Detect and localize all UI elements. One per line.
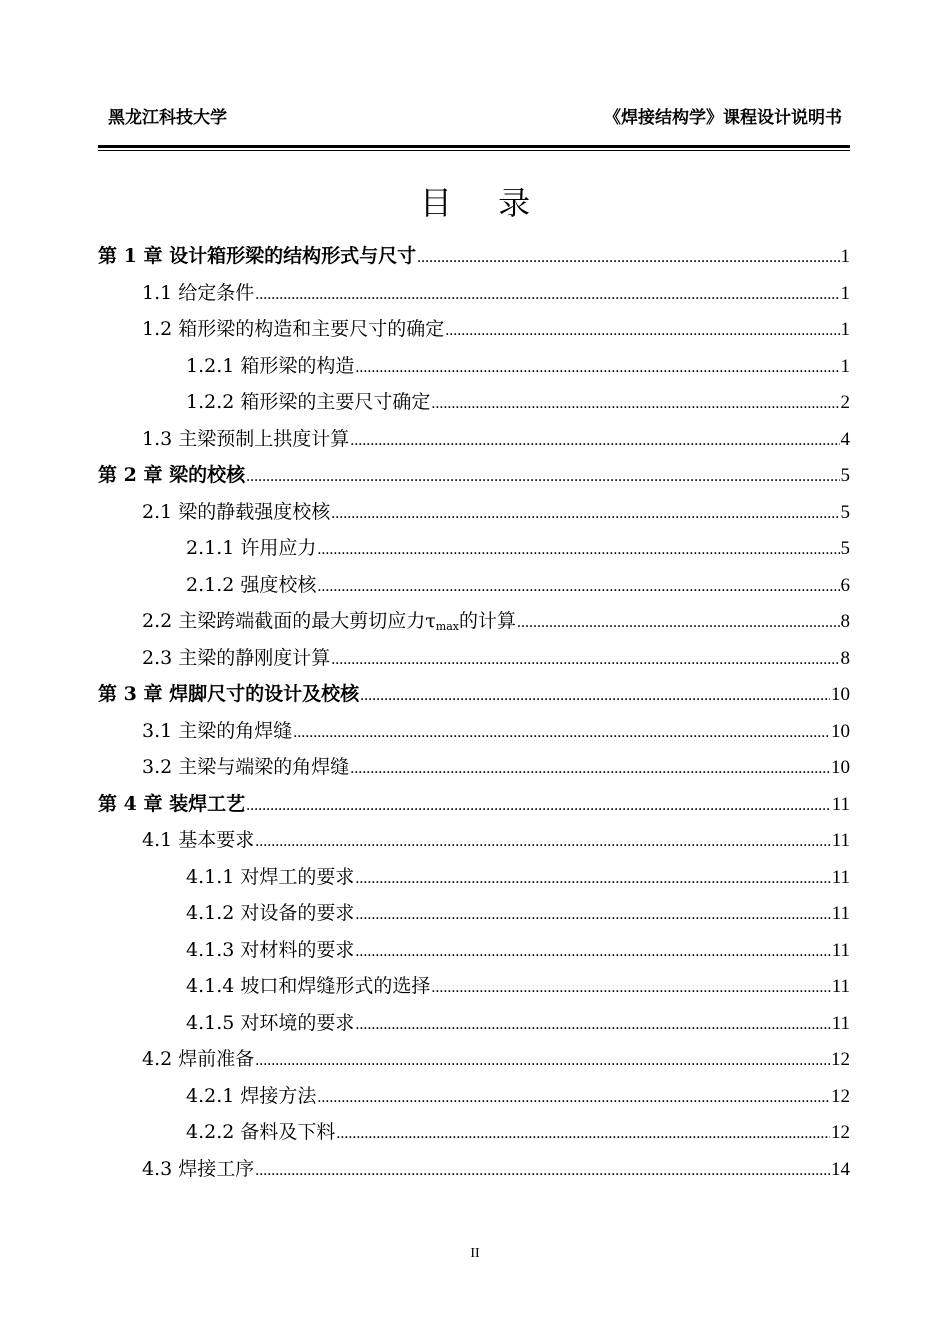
toc-entry-text: 4.1.1 对焊工的要求	[186, 865, 355, 888]
toc-entry-label	[142, 713, 292, 750]
toc-entry-text: 2.1.1 许用应力	[186, 537, 317, 559]
toc-leader-dots	[350, 751, 830, 788]
toc-leader-dots	[331, 496, 839, 533]
toc-entry-label	[142, 1151, 254, 1188]
toc-section-entry[interactable]	[98, 822, 850, 859]
toc-section-entry[interactable]	[98, 1005, 850, 1042]
toc-page-number: 5	[840, 501, 850, 523]
toc-entry-label	[186, 895, 354, 932]
toc-page-number: 10	[831, 757, 850, 778]
toc-page-number: 10	[831, 684, 850, 705]
toc-page-number: 11	[831, 866, 850, 888]
toc-section-entry[interactable]	[98, 348, 850, 385]
toc-entry-text: 1.1 给定条件	[142, 281, 255, 304]
toc-entry-label	[142, 421, 349, 458]
toc-entry-text: 4.1.5 对环境的要求	[186, 1011, 355, 1034]
toc-entry-label	[186, 384, 430, 421]
toc-entry-label	[186, 1114, 335, 1151]
toc-leader-dots	[517, 605, 840, 642]
toc-heading: 目 录	[419, 184, 549, 222]
toc-page-number: 11	[831, 830, 850, 851]
toc-page-number: 8	[840, 611, 850, 632]
toc-page-number: 1	[840, 282, 850, 304]
toc-section-entry[interactable]	[98, 859, 850, 896]
toc-entry-label	[142, 640, 330, 677]
toc-chapter-entry[interactable]	[98, 238, 850, 275]
toc-leader-dots	[317, 1080, 830, 1117]
toc-entry-label	[186, 567, 316, 604]
toc-entry-text: 2.3 主梁的静刚度计算	[142, 646, 331, 669]
toc-page-number: 10	[831, 720, 850, 742]
toc-chapter-entry[interactable]	[98, 457, 850, 494]
toc-page-number: 11	[831, 1012, 850, 1034]
toc-entry-text: 4.2 焊前准备	[142, 1048, 255, 1070]
toc-section-entry[interactable]	[98, 494, 850, 531]
toc-page-number: 1	[840, 319, 850, 340]
toc-page-number: 12	[831, 1085, 850, 1107]
toc-entry-label	[186, 968, 430, 1005]
toc-page-number: 14	[831, 1158, 850, 1180]
header-rule-thin	[98, 150, 850, 151]
toc-entry-label	[186, 348, 354, 385]
toc-leader-dots	[417, 240, 839, 277]
toc-leader-dots	[331, 642, 839, 679]
toc-entry-label	[98, 676, 359, 713]
toc-page-number: 6	[840, 574, 850, 596]
toc-page-number: 1	[840, 355, 850, 377]
table-of-contents	[98, 238, 850, 1187]
toc-entry-text: 4.2.2 备料及下料	[186, 1121, 336, 1143]
toc-section-entry[interactable]	[98, 895, 850, 932]
toc-entry-text: 4.3 焊接工序	[142, 1157, 255, 1180]
toc-entry-text: 4.2.1 焊接方法	[186, 1084, 317, 1107]
toc-section-entry[interactable]	[98, 275, 850, 312]
toc-entry-text: 2.1.2 强度校核	[186, 573, 317, 596]
toc-section-entry[interactable]	[98, 530, 850, 567]
toc-page-number: 11	[831, 793, 850, 815]
toc-entry-text: 第 3 章 焊脚尺寸的设计及校核	[98, 683, 360, 705]
toc-entry-text: 第 2 章 梁的校核	[98, 464, 246, 486]
toc-entry-text: 3.2 主梁与端梁的角焊缝	[142, 756, 350, 778]
toc-section-entry[interactable]	[98, 1078, 850, 1115]
toc-section-entry[interactable]	[98, 1041, 850, 1078]
toc-section-entry[interactable]	[98, 749, 850, 786]
toc-leader-dots	[431, 970, 830, 1007]
toc-entry-text: 4.1.3 对材料的要求	[186, 938, 355, 961]
toc-leader-dots	[350, 423, 839, 460]
toc-entry-label	[186, 530, 316, 567]
toc-page-number: 11	[831, 903, 850, 924]
toc-page-number: 8	[840, 647, 850, 669]
toc-section-entry[interactable]	[98, 311, 850, 348]
toc-leader-dots	[255, 1153, 830, 1190]
toc-entry-text: 2.1 梁的静载强度校核	[142, 500, 331, 523]
toc-entry-text: 1.2.1 箱形梁的构造	[186, 354, 355, 377]
toc-entry-label	[142, 494, 330, 531]
toc-entry-subscript: max	[435, 620, 459, 633]
toc-leader-dots	[255, 277, 839, 314]
toc-section-entry[interactable]	[98, 932, 850, 969]
toc-entry-text: 3.1 主梁的角焊缝	[142, 719, 293, 742]
toc-chapter-entry[interactable]	[98, 676, 850, 713]
toc-leader-dots	[317, 532, 839, 569]
toc-section-entry[interactable]	[98, 567, 850, 604]
toc-leader-dots	[360, 678, 830, 715]
toc-leader-dots	[355, 934, 830, 971]
toc-leader-dots	[355, 1007, 830, 1044]
toc-page-number: 4	[840, 428, 850, 450]
toc-page-number: 1	[840, 246, 850, 267]
toc-section-entry[interactable]	[98, 384, 850, 421]
toc-entry-label	[186, 859, 354, 896]
toc-section-entry[interactable]	[98, 1151, 850, 1188]
toc-entry-text: 1.3 主梁预制上拱度计算	[142, 427, 350, 450]
toc-page-number: 11	[831, 976, 850, 997]
toc-page-number: 12	[831, 1049, 850, 1070]
toc-page-number: 11	[831, 939, 850, 961]
toc-entry-label	[98, 238, 416, 275]
page-header	[98, 103, 850, 131]
toc-entry-text: 4.1.2 对设备的要求	[186, 902, 355, 924]
toc-leader-dots	[355, 897, 830, 934]
toc-section-entry[interactable]	[98, 713, 850, 750]
toc-page-number: 5	[840, 465, 850, 486]
toc-leader-dots	[255, 1043, 830, 1080]
toc-entry-text-suffix: 的计算	[458, 610, 516, 632]
toc-page-number: 5	[840, 538, 850, 559]
page-number: II	[470, 1246, 480, 1261]
toc-entry-text: 1.2.2 箱形梁的主要尺寸确定	[186, 391, 431, 413]
toc-entry-label	[186, 932, 354, 969]
toc-entry-label	[142, 822, 254, 859]
toc-entry-text: 2.2 主梁跨端截面的最大剪切应力τ	[142, 610, 436, 632]
toc-leader-dots	[431, 386, 839, 423]
toc-section-entry[interactable]	[98, 968, 850, 1005]
header-university: 黑龙江科技大学	[108, 108, 227, 128]
toc-entry-label	[186, 1005, 354, 1042]
toc-entry-label	[142, 311, 444, 348]
toc-entry-label	[186, 1078, 316, 1115]
toc-leader-dots	[355, 861, 830, 898]
toc-entry-label	[142, 275, 254, 312]
toc-section-entry[interactable]	[98, 421, 850, 458]
header-rule-thick	[98, 145, 850, 148]
toc-entry-label	[98, 457, 245, 494]
toc-section-entry[interactable]	[98, 640, 850, 677]
toc-leader-dots	[246, 788, 831, 825]
toc-entry-text: 4.1 基本要求	[142, 829, 255, 851]
toc-chapter-entry[interactable]	[98, 786, 850, 823]
toc-entry-text: 1.2 箱形梁的构造和主要尺寸的确定	[142, 318, 445, 340]
toc-section-entry[interactable]	[98, 1114, 850, 1151]
header-document-title: 《焊接结构学》课程设计说明书	[604, 108, 842, 128]
toc-leader-dots	[317, 569, 839, 606]
toc-section-entry[interactable]	[98, 603, 850, 640]
toc-entry-text: 4.1.4 坡口和焊缝形式的选择	[186, 975, 431, 997]
toc-entry-label	[142, 749, 349, 786]
toc-leader-dots	[246, 459, 839, 496]
toc-leader-dots	[336, 1116, 830, 1153]
toc-leader-dots	[293, 715, 830, 752]
toc-entry-text: 第 1 章 设计箱形梁的结构形式与尺寸	[98, 245, 417, 267]
toc-page-number: 12	[831, 1122, 850, 1143]
toc-entry-label	[142, 1041, 254, 1078]
toc-leader-dots	[355, 350, 839, 387]
toc-entry-label	[98, 786, 245, 823]
toc-leader-dots	[255, 824, 830, 861]
toc-entry-text: 第 4 章 装焊工艺	[98, 792, 246, 815]
toc-page-number: 2	[840, 392, 850, 413]
toc-leader-dots	[445, 313, 839, 350]
